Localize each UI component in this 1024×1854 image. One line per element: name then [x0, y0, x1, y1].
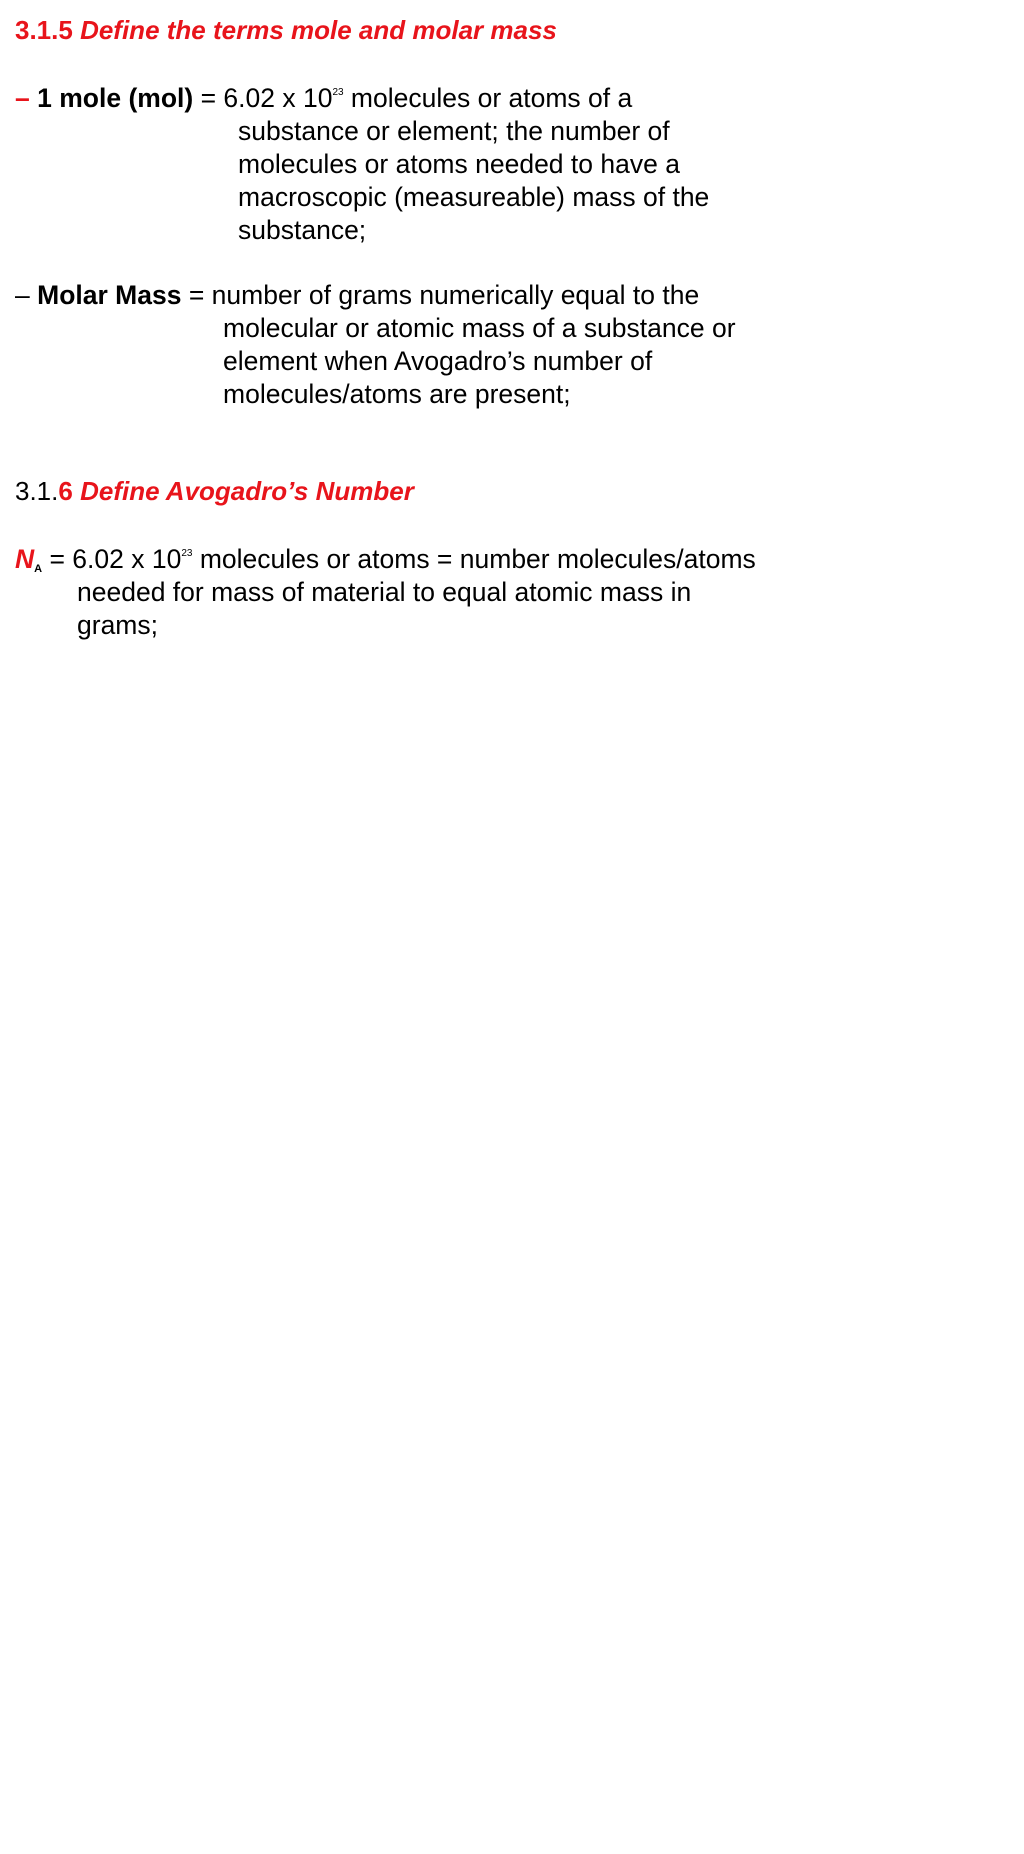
- mole-term: 1 mole (mol): [37, 83, 194, 113]
- mole-equation: = 6.02 x 10: [193, 83, 333, 113]
- section-number-prefix: 3.1.: [15, 476, 59, 506]
- avogadro-line-1-tail: molecules or atoms = number molecules/atoms: [192, 544, 756, 574]
- mole-line-1-tail: molecules or atoms of a: [343, 83, 633, 113]
- avogadro-definition-line-3: grams;: [77, 610, 158, 640]
- section-number: 3.1.5: [15, 15, 73, 45]
- section-title: Define Avogadro’s Number: [80, 476, 414, 506]
- section-heading-3-1-6: [15, 476, 414, 506]
- molar-mass-line-1-tail: = number of grams numerically equal to the: [181, 280, 700, 310]
- section-title: Define the terms mole and molar mass: [80, 15, 557, 45]
- section-heading-3-1-5: [15, 15, 557, 45]
- avogadro-definition-line-1: [15, 543, 756, 576]
- avogadro-definition-line-2: needed for mass of material to equal atomic mass in: [77, 577, 692, 607]
- molar-mass-definition-line-2: molecular or atomic mass of a substance or: [223, 313, 736, 343]
- mole-definition-line-4: macroscopic (measureable) mass of the: [238, 182, 710, 212]
- avogadro-definition: [15, 543, 756, 642]
- avogadro-exponent: 23: [181, 548, 193, 559]
- mole-definition-line-3: molecules or atoms needed to have a: [238, 149, 680, 179]
- avogadro-equation: = 6.02 x 10: [42, 544, 182, 574]
- molar-mass-definition-line-4: molecules/atoms are present;: [223, 379, 571, 409]
- section-number-suffix: 6: [58, 476, 73, 506]
- bullet-dash: –: [15, 280, 30, 310]
- mole-definition-line-5: substance;: [238, 215, 367, 245]
- molar-mass-definition: [15, 279, 736, 411]
- molar-mass-term: Molar Mass: [37, 280, 182, 310]
- bullet-dash: –: [15, 83, 30, 113]
- mole-exponent: 23: [332, 87, 344, 98]
- molar-mass-definition-line-3: element when Avogadro’s number of: [223, 346, 653, 376]
- avogadro-subscript: A: [34, 563, 43, 575]
- mole-definition-line-2: substance or element; the number of: [238, 116, 670, 146]
- mole-definition: [15, 82, 709, 247]
- avogadro-symbol: N: [15, 544, 35, 574]
- mole-definition-line-1: [15, 82, 709, 115]
- molar-mass-definition-line-1: [15, 279, 736, 312]
